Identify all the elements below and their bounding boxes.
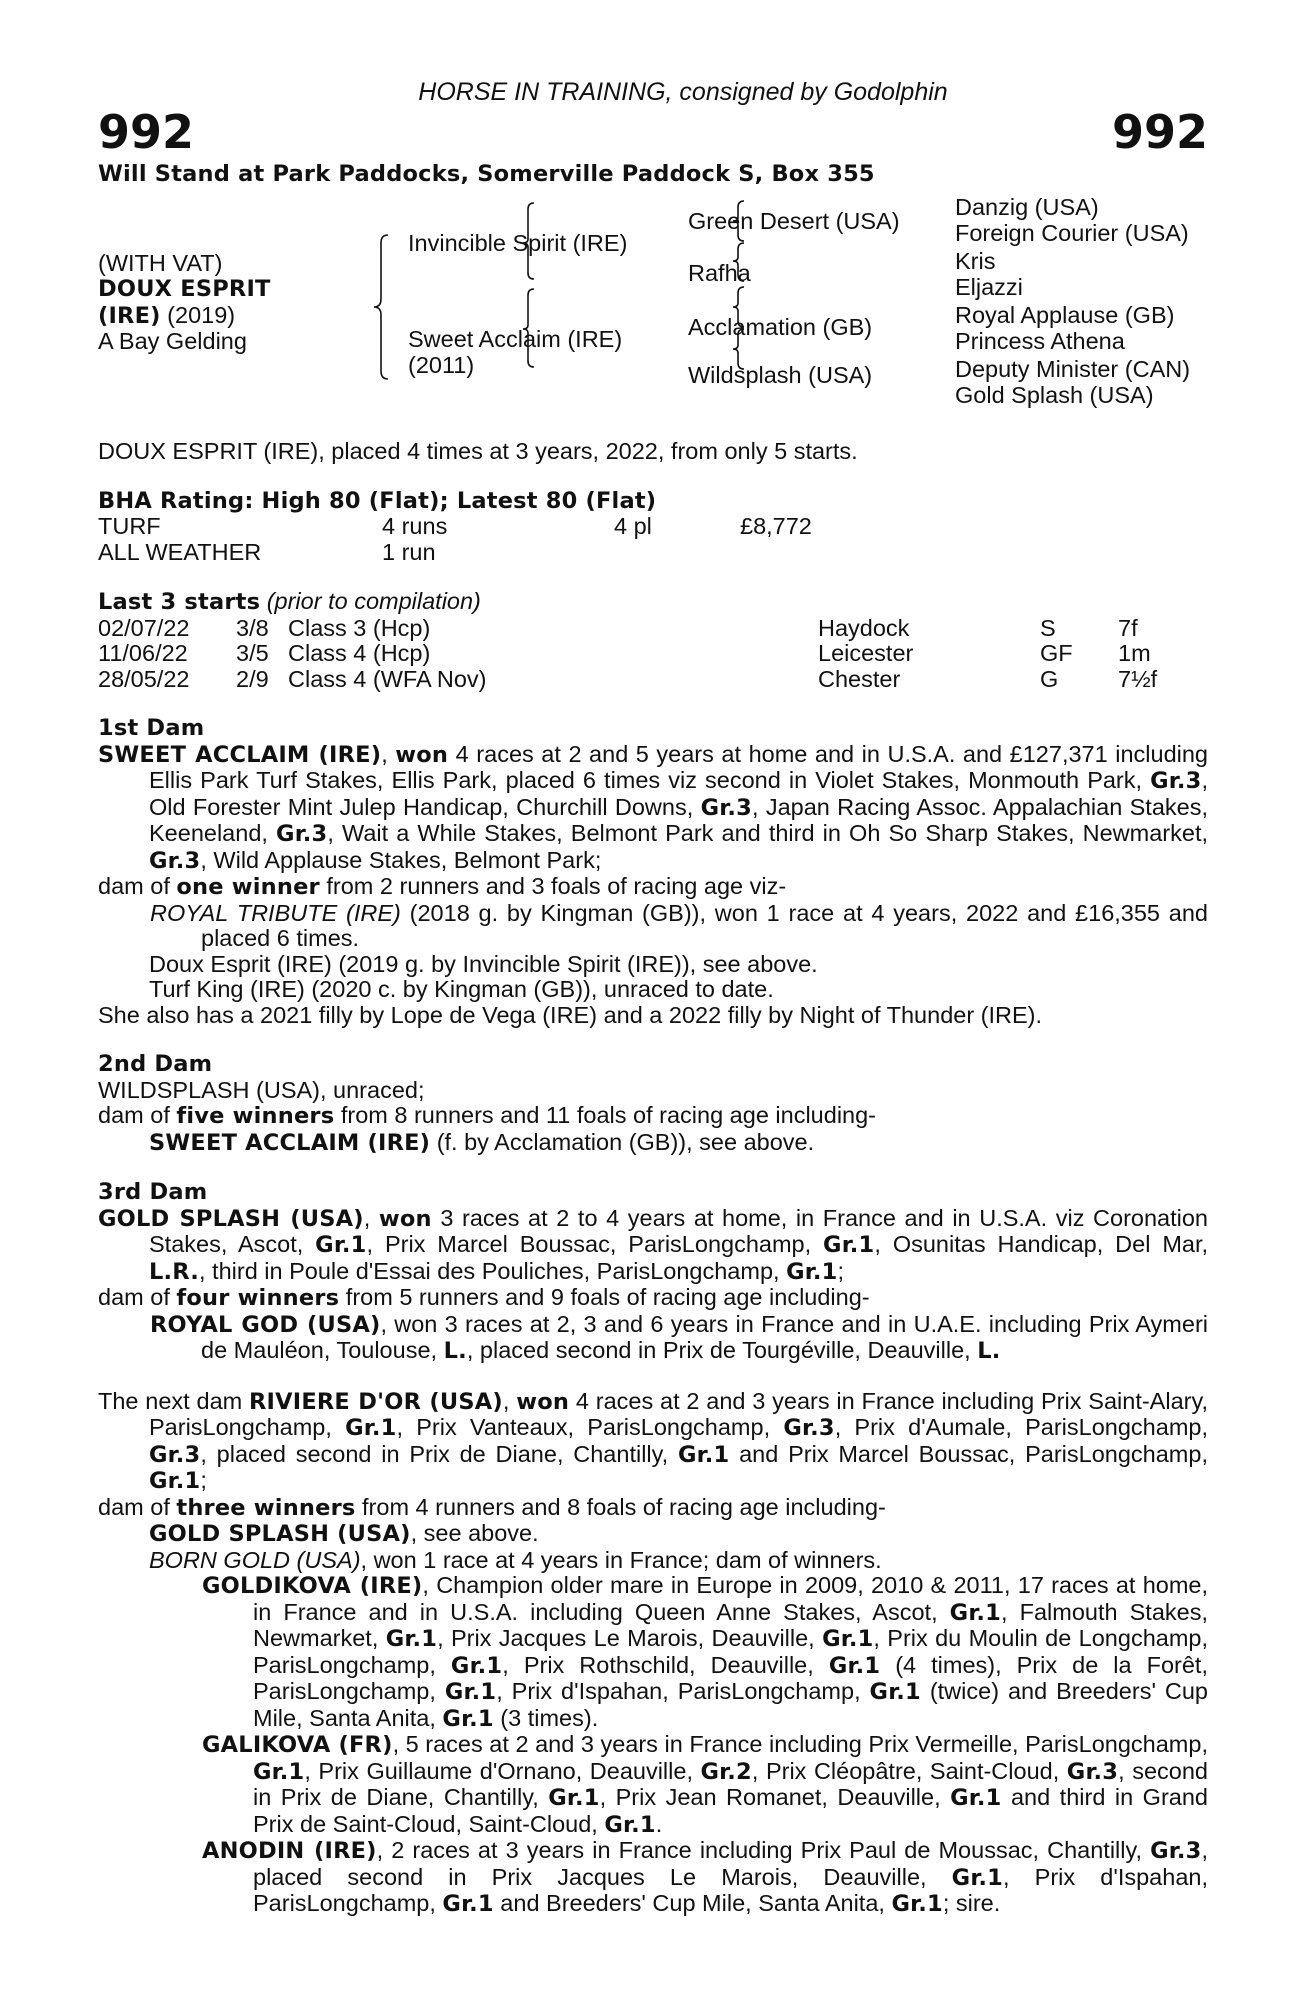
lot-number-left: 992 [98,104,195,159]
horse-origin-year [98,303,235,330]
last-starts-title [98,589,1208,616]
start-course: Leicester [818,640,914,666]
rating-row [98,540,1208,566]
rating-block [98,489,1208,566]
dam-year: (2011) [408,352,475,378]
ggp-1: Danzig (USA) [955,194,1099,220]
start-date: 28/05/22 [98,665,190,692]
third-dam-record: GOLD SPLASH (USA), won 3 races at 2 to 4 years at home, in France and in U.S.A. viz Coronation Stakes, Ascot, Gr.1, Prix Marcel Boussac, ParisLongchamp, Gr.1, Osunitas Handicap, Del Mar, L.R., third in Poule d'Essai des Pouliches, ParisLongchamp, Gr.1; [98,1204,1209,1285]
dam: Sweet Acclaim (IRE) [408,326,623,352]
offspring-entry: Turf King (IRE) (2020 c. by Kingman (GB)), unraced to date. [149,976,774,1002]
ggp-6: Princess Athena [955,328,1125,354]
ggp-7: Deputy Minister (CAN) [955,356,1191,382]
ggp-8: Gold Splash (USA) [955,382,1154,408]
grand-offspring-entry: GALIKOVA (FR), 5 races at 2 and 3 years in France including Prix Vermeille, ParisLongchamp, Gr.1, Prix Guillaume d'Ornano, Deauville, Gr.2, Prix Cléopâtre, Saint-Cloud, Gr.3, second in Prix de Diane, Chantilly, Gr.1, Prix Jean Romanet, Deauville, Gr.1 and third in Grand Prix de Saint-Cloud, Saint-Cloud, Gr.1. [202,1731,1208,1838]
stabling-line: Will Stand at Park Paddocks, Somerville Paddock S, Box 355 [98,160,875,187]
start-race: Class 3 (Hcp) [288,614,431,641]
second-dam-record: WILDSPLASH (USA), unraced; [98,1076,425,1103]
ggp-5: Royal Applause (GB) [955,302,1175,328]
last-starts-heading: Last 3 starts [98,589,261,615]
sire-sire: Green Desert (USA) [688,208,900,234]
fourth-dam-produce-summary: dam of three winners from 4 runners and 8 foals of racing age including- [98,1493,886,1521]
start-going: GF [1040,640,1073,666]
rating-table [98,514,1208,565]
runs: 1 run [382,538,436,565]
start-position: 3/5 [236,640,269,666]
start-date: 11/06/22 [98,640,188,666]
third-dam-section [98,1180,1208,1365]
start-going: S [1040,614,1056,641]
start-position: 3/8 [236,614,269,641]
offspring-entry: SWEET ACCLAIM (IRE) (f. by Acclamation (GB)), see above. [149,1128,815,1156]
catalogue-page [98,80,1208,1918]
horse-year: (2019) [160,302,236,328]
runs: 4 runs [382,513,448,539]
start-distance: 1m [1118,640,1151,666]
dam-dam: Wildsplash (USA) [688,362,873,388]
start-going: G [1040,665,1059,692]
third-dam-heading: 3rd Dam [98,1179,208,1205]
first-dam-name: SWEET ACCLAIM (IRE) [98,741,382,768]
last-starts-block [98,589,1208,692]
vat-note: (WITH VAT) [98,250,223,276]
sire: Invincible Spirit (IRE) [408,230,628,256]
horse-description: A Bay Gelding [98,328,247,354]
surface: ALL WEATHER [98,538,262,565]
first-dam-section [98,716,1208,1028]
sire-dam: Rafha [688,260,751,286]
first-dam-heading: 1st Dam [98,715,205,741]
start-position: 2/9 [236,665,269,692]
offspring-entry: GOLD SPLASH (USA), see above. [149,1520,539,1547]
first-dam-record: SWEET ACCLAIM (IRE), won 4 races at 2 and 5 years at home and in U.S.A. and £127,371 including Ellis Park Turf Stakes, Ellis Park, placed 6 times viz second in Violet Stakes, Monmouth Park, Gr.3, Old Forester Mint Julep Handicap, Churchill Downs, Gr.3, Japan Racing Assoc. Appalachian Stakes, Keeneland, Gr.3, Wait a While Stakes, Belmont Park and third in Oh So Sharp Stakes, Newmarket, Gr.3, Wild Applause Stakes, Belmont Park; [98,740,1208,874]
ggp-2: Foreign Courier (USA) [955,220,1189,246]
start-distance: 7f [1118,614,1138,641]
second-dam-produce-summary: dam of five winners from 8 runners and 11 foals of racing age including- [98,1102,877,1129]
rating-row [98,514,1208,540]
grand-offspring-entry: GOLDIKOVA (IRE), Champion older mare in Europe in 2009, 2010 & 2011, 17 races at home, in France and in U.S.A. including Queen Anne Stakes, Ascot, Gr.1, Falmouth Stakes, Newmarket, Gr.1, Prix Jacques Le Marois, Deauville, Gr.1, Prix du Moulin de Longchamp, ParisLongchamp, Gr.1, Prix Rothschild, Deauville, Gr.1 (4 times), Prix de la Forêt, ParisLongchamp, Gr.1, Prix d'Ispahan, ParisLongchamp, Gr.1 (twice) and Breeders' Cup Mile, Santa Anita, Gr.1 (3 times). [202,1572,1209,1732]
second-dam-section [98,1052,1208,1156]
start-row [98,616,1208,642]
last-starts-table [98,616,1208,693]
start-distance: 7½f [1118,665,1158,692]
start-row [98,641,1208,667]
last-starts-note: (prior to compilation) [260,588,481,614]
won-label: won [395,741,449,768]
race-summary: DOUX ESPRIT (IRE), placed 4 times at 3 years, 2022, from only 5 starts. [98,438,858,464]
horse-country: (IRE) [98,303,161,329]
offspring-entry: Doux Esprit (IRE) (2019 g. by Invincible Spirit (IRE)), see above. [149,950,818,977]
rating-title: BHA Rating: High 80 (Flat); Latest 80 (Flat) [98,487,657,514]
pedigree-table [98,195,1208,415]
lot-number-row [98,106,1208,158]
prize-money: £8,772 [740,513,812,539]
start-race: Class 4 (Hcp) [288,640,431,666]
third-dam-produce-summary: dam of four winners from 5 runners and 9 foals of racing age including- [98,1284,870,1311]
offspring-entry: ROYAL TRIBUTE (IRE) (2018 g. by Kingman (GB)), won 1 race at 4 years, 2022 and £16,355 and placed 6 times. [150,899,1208,951]
offspring-entry: ROYAL GOD (USA), won 3 races at 2, 3 and 6 years in France and in U.A.E. including Prix Aymeri de Mauléon, Toulouse, L., placed second in Prix de Tourgéville, Deauville, L. [150,1310,1208,1364]
consignor-line: HORSE IN TRAINING, consigned by Godolphin [418,78,948,106]
start-row [98,667,1208,693]
surface: TURF [98,513,161,539]
start-course: Haydock [818,614,910,641]
first-dam-produce-summary: dam of one winner from 2 runners and 3 foals of racing age viz- [98,873,787,900]
lot-number-right: 992 [1111,104,1208,159]
ggp-4: Eljazzi [955,274,1023,300]
placed: 4 pl [614,513,652,539]
fourth-dam-section [98,1389,1208,1918]
start-course: Chester [818,665,901,692]
ggp-3: Kris [955,248,996,274]
second-dam-heading: 2nd Dam [98,1051,213,1077]
offspring-entry: BORN GOLD (USA), won 1 race at 4 years in France; dam of winners. [149,1546,882,1573]
first-dam-also: She also has a 2021 filly by Lope de Vega (IRE) and a 2022 filly by Night of Thunder (IRE). [98,1001,1043,1028]
horse-name: DOUX ESPRIT [98,276,271,302]
grand-offspring-entry: ANODIN (IRE), 2 races at 3 years in France including Prix Paul de Moussac, Chantilly, Gr.3, placed second in Prix Jacques Le Marois, Deauville, Gr.1, Prix d'Ispahan, ParisLongchamp, Gr.1 and Breeders' Cup Mile, Santa Anita, Gr.1; sire. [202,1837,1208,1917]
dam-sire: Acclamation (GB) [688,314,873,340]
start-race: Class 4 (WFA Nov) [288,665,487,692]
start-date: 02/07/22 [98,614,190,641]
fourth-dam-record: The next dam RIVIERE D'OR (USA), won 4 races at 2 and 3 years in France including Prix Saint-Alary, ParisLongchamp, Gr.1, Prix Vanteaux, ParisLongchamp, Gr.3, Prix d'Aumale, ParisLongchamp, Gr.3, placed second in Prix de Diane, Chantilly, Gr.1 and Prix Marcel Boussac, ParisLongchamp, Gr.1; [98,1387,1208,1494]
